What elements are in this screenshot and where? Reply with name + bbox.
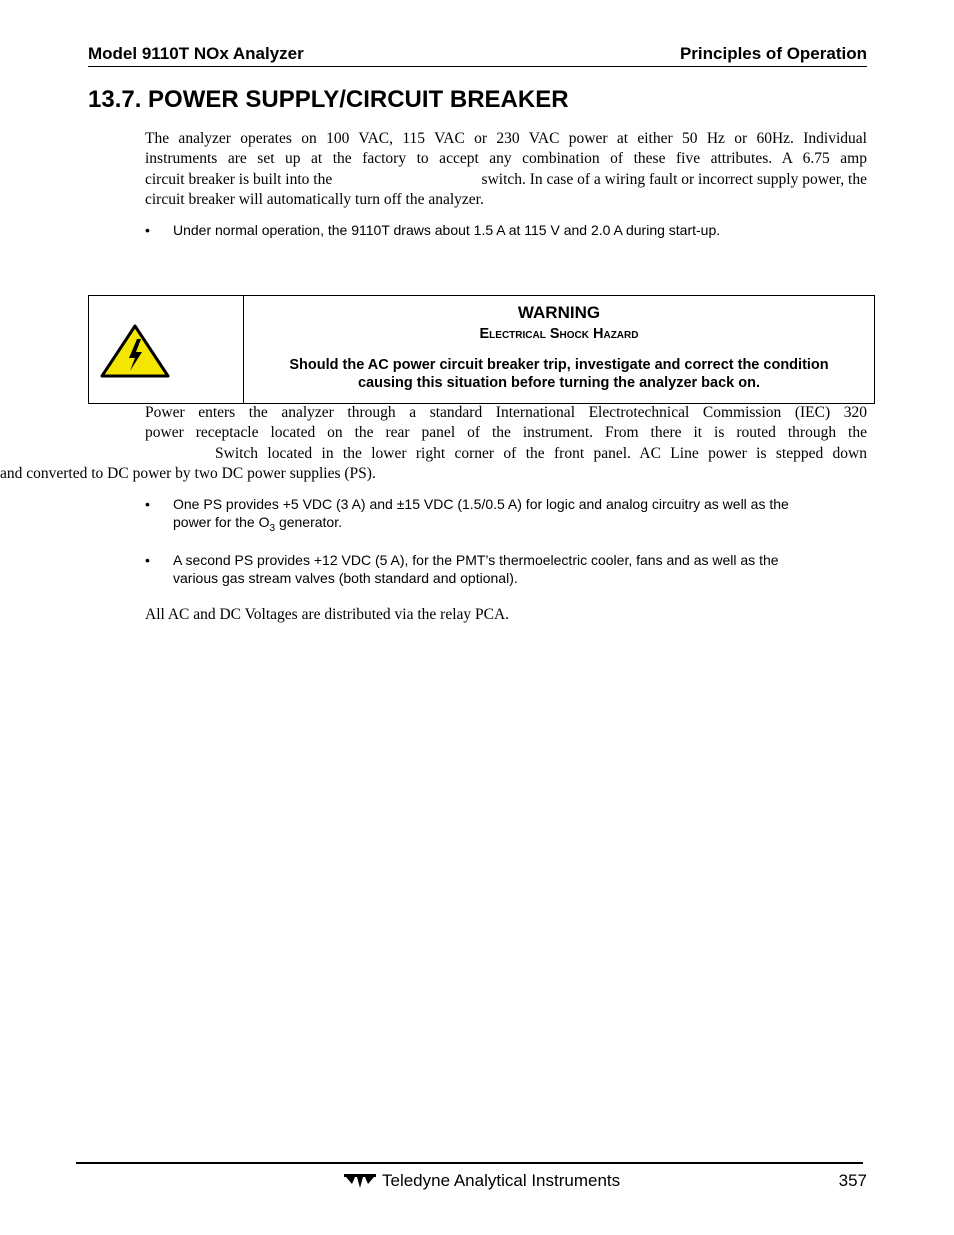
para2-line1: Power enters the analyzer through a standard International Electrotechnical Commission (IEC) 320 bbox=[145, 404, 867, 421]
para2-line2: power receptacle located on the rear panel of the instrument. From there it is routed through the bbox=[145, 424, 867, 442]
subscript-3: 3 bbox=[269, 522, 276, 534]
bullet-ps2-line2: various gas stream valves (both standard and optional). bbox=[173, 570, 518, 586]
paragraph-power-entry bbox=[0, 403, 867, 484]
bullet-text bbox=[173, 495, 867, 538]
para2-line4 bbox=[0, 464, 867, 484]
para2-line4-text: and converted to DC power by two DC power supplies (PS). bbox=[0, 464, 376, 482]
bullet-text: Under normal operation, the 9110T draws about 1.5 A at 115 V and 2.0 A during start-up. bbox=[173, 222, 721, 238]
warning-body-line2: causing this situation before turning the analyzer back on. bbox=[357, 375, 761, 391]
para1-line3-end: switch. In case of a wiring fault or incorrect supply power, the bbox=[481, 170, 867, 188]
warning-body bbox=[244, 356, 874, 392]
warning-subtitle: Electrical Shock Hazard bbox=[479, 326, 639, 342]
warning-title: WARNING bbox=[517, 303, 601, 322]
para1-line2: instruments are set up at the factory to accept any combination of these five attributes. A 6.75 amp bbox=[145, 150, 867, 168]
para1-line4: circuit breaker will automatically turn off the analyzer. bbox=[145, 190, 484, 208]
bullet-ps1-line2-end: generator. bbox=[275, 514, 342, 530]
page-header bbox=[88, 44, 867, 67]
page-number: 357 bbox=[838, 1171, 867, 1190]
teledyne-logo-icon bbox=[343, 1171, 377, 1189]
electrical-hazard-icon bbox=[99, 323, 171, 379]
header-chapter-title: Principles of Operation bbox=[679, 44, 867, 63]
bullet-marker: • bbox=[145, 496, 150, 512]
warning-body-line1: Should the AC power circuit breaker trip, investigate and correct the condition bbox=[289, 357, 829, 373]
bullet-marker: • bbox=[145, 552, 150, 568]
para1-line1: The analyzer operates on 100 VAC, 115 VAC or 230 VAC power at either 50 Hz or 60Hz. Individual bbox=[145, 130, 867, 147]
header-document-title: Model 9110T NOx Analyzer bbox=[88, 44, 304, 63]
bullet-text bbox=[173, 551, 867, 587]
para1-line3 bbox=[145, 170, 867, 190]
bullet-ps2-line1: A second PS provides +12 VDC (5 A), for the PMT’s thermoelectric cooler, fans and as well as the bbox=[173, 552, 779, 568]
para2-line3: Switch located in the lower right corner of the front panel. AC Line power is stepped down bbox=[215, 444, 867, 462]
bullet-ps1-line1: One PS provides +5 VDC (3 A) and ±15 VDC (1.5/0.5 A) for logic and analog circuitry as well as the bbox=[173, 496, 789, 512]
warning-icon-cell bbox=[89, 296, 244, 403]
paragraph-ac-power bbox=[145, 129, 867, 210]
paragraph-distribution: All AC and DC Voltages are distributed via the relay PCA. bbox=[145, 606, 510, 623]
bullet-marker: • bbox=[145, 222, 150, 238]
warning-text-cell bbox=[244, 296, 874, 403]
section-title: 13.7. POWER SUPPLY/CIRCUIT BREAKER bbox=[88, 86, 569, 113]
bullet-ps1-line2-start: power for the O bbox=[173, 514, 270, 530]
page-footer bbox=[76, 1162, 867, 1204]
footer-company-name: Teledyne Analytical Instruments bbox=[382, 1171, 621, 1190]
warning-box bbox=[88, 295, 875, 404]
para1-line3-start: circuit breaker is built into the bbox=[145, 170, 333, 188]
